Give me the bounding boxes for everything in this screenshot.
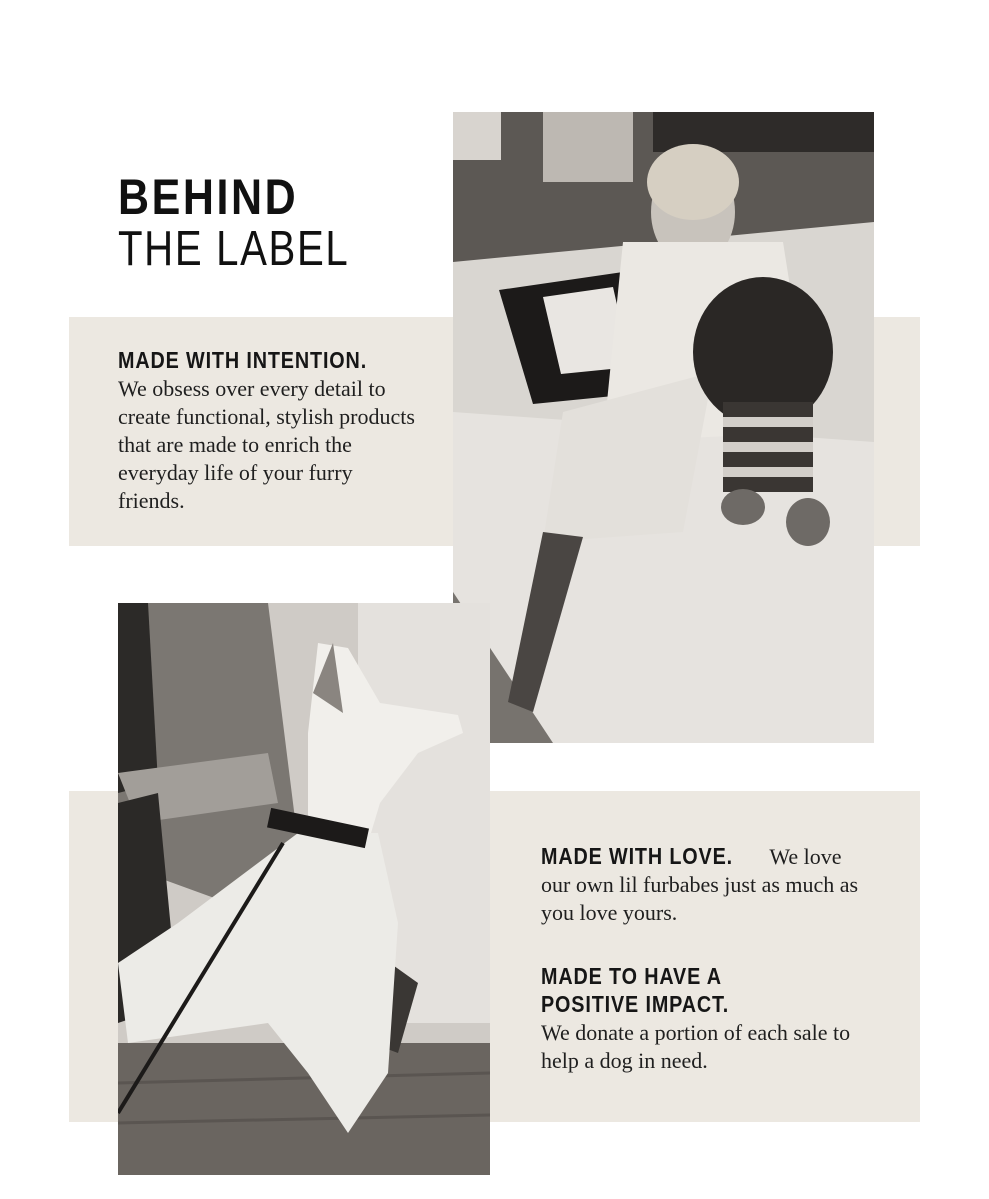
title-line-2: THE LABEL — [118, 222, 350, 276]
section-body: We love our own lil furbabes just as much as you love yours. — [541, 844, 859, 925]
section-heading: MADE TO HAVE A POSITIVE IMPACT. — [541, 963, 730, 1017]
section-body: We donate a portion of each sale to help a dog in need. — [541, 1020, 851, 1073]
section-made-with-love — [541, 842, 861, 927]
section-heading: MADE WITH LOVE. — [541, 843, 734, 869]
section-body: We obsess over every detail to create functional, stylish products that are made to enrich the everyday life of your furry friends. — [118, 376, 415, 513]
photo-woman-with-poodle — [453, 112, 874, 743]
section-heading: MADE WITH INTENTION. — [118, 347, 368, 373]
title-line-1: BEHIND — [118, 169, 299, 225]
page-title — [118, 170, 400, 274]
section-made-with-intention — [118, 345, 418, 515]
section-made-to-have-impact — [541, 962, 861, 1075]
photo-dog-with-collar — [118, 603, 490, 1175]
